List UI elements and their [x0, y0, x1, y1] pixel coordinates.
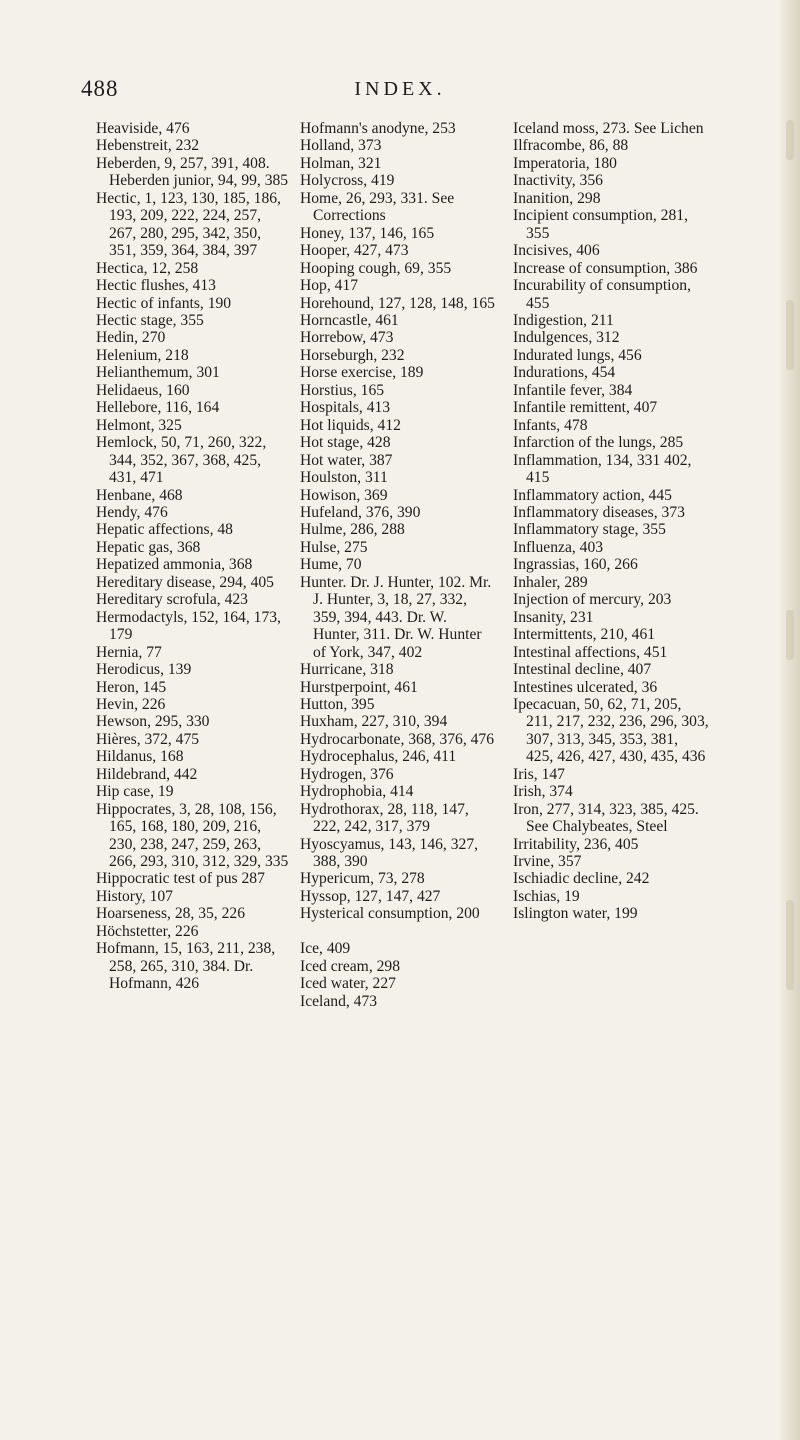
index-entry: Indurations, 454	[513, 364, 616, 382]
index-entry: Holycross, 419	[300, 172, 395, 190]
index-entry: Hydrophobia, 414	[300, 783, 414, 801]
index-entry: Hermodactyls, 152, 164, 173, 179	[96, 608, 285, 644]
index-entry: Houlston, 311	[300, 469, 388, 487]
index-entry: Hendy, 476	[96, 503, 168, 521]
index-entry: Injection of mercury, 203	[513, 591, 672, 609]
index-entry: Hysterical consumption, 200	[300, 905, 480, 923]
index-entry: Islington water, 199	[513, 905, 638, 923]
index-entry: Infarction of the lungs, 285	[513, 434, 684, 452]
index-entry: Hofmann's anodyne, 253	[300, 120, 456, 137]
index-entry: Helmont, 325	[96, 416, 182, 434]
index-entry: Hydrocephalus, 246, 411	[300, 748, 457, 766]
index-entry: Hellebore, 116, 164	[96, 399, 220, 417]
index-entry: Intestinal decline, 407	[513, 661, 652, 679]
index-entry: Hippocrates, 3, 28, 108, 156, 165, 168, 180, 209, 216, 230, 238, 247, 259, 263, 266, 293, 310, 312, 329, 335	[96, 800, 289, 871]
index-entry: Horstius, 165	[300, 381, 385, 399]
index-entry: Irritability, 236, 405	[513, 835, 639, 853]
index-entry: Hutton, 395	[300, 695, 375, 713]
index-entry: Infantile fever, 384	[513, 381, 633, 399]
index-entry: Heberden, 9, 257, 391, 408. Heberden junior, 94, 99, 385	[96, 154, 289, 190]
page-edge	[778, 0, 800, 1440]
index-entry: Herodicus, 139	[96, 661, 192, 679]
index-entry: Ilfracombe, 86, 88	[513, 137, 629, 155]
index-entry: Henbane, 468	[96, 486, 183, 504]
index-entry: Hepatic gas, 368	[96, 538, 201, 556]
index-entry: Hofmann, 15, 163, 211, 238, 258, 265, 310, 384. Dr. Hofmann, 426	[96, 940, 280, 993]
index-entry: Hildebrand, 442	[96, 765, 198, 783]
index-entry: Hydrogen, 376	[300, 765, 394, 783]
index-entry: Home, 26, 293, 331. See Corrections	[300, 189, 459, 225]
index-entry: Helianthemum, 301	[96, 364, 220, 382]
index-entry: Hières, 372, 475	[96, 730, 200, 748]
index-entry: Hoarseness, 28, 35, 226	[96, 905, 245, 923]
index-entry: Hepatized ammonia, 368	[96, 556, 253, 574]
index-entry: Höchstetter, 226	[96, 922, 199, 940]
index-entry: Honey, 137, 146, 165	[300, 224, 435, 242]
index-entry: Horncastle, 461	[300, 311, 399, 329]
index-entry: Hebenstreit, 232	[96, 137, 200, 155]
index-column-3	[513, 120, 713, 923]
index-entry: Inflammatory stage, 355	[513, 521, 666, 539]
index-entry: Influenza, 403	[513, 538, 604, 556]
index-entry: Horseburgh, 232	[300, 346, 405, 364]
index-entry: Iris, 147	[513, 765, 565, 783]
index-column-1	[96, 120, 292, 993]
running-title: INDEX.	[354, 78, 446, 100]
index-entry: Infants, 478	[513, 416, 588, 434]
index-entry: Hurricane, 318	[300, 661, 394, 679]
index-entry: Hospitals, 413	[300, 399, 391, 417]
index-entry: Hepatic affections, 48	[96, 521, 233, 539]
index-entry: Hulme, 286, 288	[300, 521, 405, 539]
index-entry: Ipecacuan, 50, 62, 71, 205, 211, 217, 232, 236, 296, 303, 307, 313, 345, 353, 381, 425, 426, 427, 430, 435, 436	[513, 695, 713, 766]
index-entry: Irish, 374	[513, 783, 573, 801]
page-header	[0, 76, 800, 106]
index-entry: Hereditary scrofula, 423	[96, 591, 248, 609]
index-entry: Heaviside, 476	[96, 120, 190, 137]
index-entry: Horehound, 127, 128, 148, 165	[300, 294, 495, 312]
index-entry: Hulse, 275	[300, 538, 368, 556]
edge-stain	[786, 120, 794, 160]
index-entry: Hectic, 1, 123, 130, 185, 186, 193, 209, 222, 224, 257, 267, 280, 295, 342, 350, 351, 359, 364, 384, 397	[96, 189, 285, 260]
index-entry: Inhaler, 289	[513, 573, 588, 591]
index-entry: Hume, 70	[300, 556, 362, 574]
index-entry: Indurated lungs, 456	[513, 346, 642, 364]
index-column-2	[300, 120, 496, 1010]
index-entry: Horse exercise, 189	[300, 364, 424, 382]
index-entry: Hydrocarbonate, 368, 376, 476	[300, 730, 495, 748]
index-entry: Incurability of consumption, 455	[513, 277, 695, 312]
index-entry: Hemlock, 50, 71, 260, 322, 344, 352, 367, 368, 425, 431, 471	[96, 434, 271, 487]
index-entry: Hydrothorax, 28, 118, 147, 222, 242, 317, 379	[300, 800, 473, 836]
index-entry: Insanity, 231	[513, 608, 594, 626]
index-entry: Hildanus, 168	[96, 748, 184, 766]
index-entry: Ice, 409	[300, 940, 351, 958]
index-entry: Hooper, 427, 473	[300, 242, 409, 260]
index-entry: Hectica, 12, 258	[96, 259, 199, 277]
index-entry: Hereditary disease, 294, 405	[96, 573, 274, 591]
index-entry: Iceland, 473	[300, 992, 378, 1010]
index-entry: Hot water, 387	[300, 451, 393, 469]
index-entry: Inflammatory action, 445	[513, 486, 672, 504]
index-entry: Hurstperpoint, 461	[300, 678, 418, 696]
index-entry: Hewson, 295, 330	[96, 713, 210, 731]
index-entry: Iron, 277, 314, 323, 385, 425. See Chalybeates, Steel	[513, 800, 703, 836]
index-entry: Iced water, 227	[300, 975, 396, 993]
index-entry: Indigestion, 211	[513, 311, 614, 329]
index-entry: Hectic stage, 355	[96, 311, 204, 329]
index-entry: Intestinal affections, 451	[513, 643, 668, 661]
index-entry: Hot liquids, 412	[300, 416, 401, 434]
edge-stain	[786, 610, 794, 660]
index-entry: Hypericum, 73, 278	[300, 870, 425, 888]
index-entry: Incipient consumption, 281, 355	[513, 207, 692, 242]
index-entry: Horrebow, 473	[300, 329, 394, 347]
index-entry: Hyoscyamus, 143, 146, 327, 388, 390	[300, 835, 482, 871]
index-entry: Ischiadic decline, 242	[513, 870, 650, 888]
index-entry: Inactivity, 356	[513, 172, 603, 190]
edge-stain	[786, 300, 794, 370]
index-entry: Hevin, 226	[96, 695, 166, 713]
index-entry: Iceland moss, 273. See Lichen	[513, 120, 704, 137]
index-entry: Howison, 369	[300, 486, 388, 504]
index-entry: Hippocratic test of pus 287	[96, 870, 265, 888]
index-entry: Helidaeus, 160	[96, 381, 190, 399]
index-entry: History, 107	[96, 887, 173, 905]
index-entry: Hooping cough, 69, 355	[300, 259, 452, 277]
index-entry: Huxham, 227, 310, 394	[300, 713, 448, 731]
index-entry: Holland, 373	[300, 137, 382, 155]
index-entry: Hunter. Dr. J. Hunter, 102. Mr. J. Hunter, 3, 18, 27, 332, 359, 394, 443. Dr. W. Hunter, 311. Dr. W. Hunter of York, 347, 402	[300, 573, 496, 661]
index-entry: Hectic of infants, 190	[96, 294, 232, 312]
index-entry: Holman, 321	[300, 154, 382, 172]
index-entry: Hedin, 270	[96, 329, 166, 347]
index-entry: Hernia, 77	[96, 643, 162, 661]
index-entry: Infantile remittent, 407	[513, 399, 658, 417]
edge-stain	[786, 900, 794, 990]
index-entry: Helenium, 218	[96, 346, 189, 364]
page-number: 488	[81, 76, 119, 101]
index-entry: Inanition, 298	[513, 189, 601, 207]
index-entry: Iced cream, 298	[300, 957, 401, 975]
entry-gap	[300, 923, 496, 940]
index-entry: Heron, 145	[96, 678, 167, 696]
index-entry: Hyssop, 127, 147, 427	[300, 887, 441, 905]
index-entry: Incisives, 406	[513, 242, 600, 260]
index-entry: Hop, 417	[300, 277, 359, 295]
index-entry: Irvine, 357	[513, 853, 582, 871]
index-entry: Increase of consumption, 386	[513, 259, 698, 277]
index-entry: Indulgences, 312	[513, 329, 620, 347]
index-entry: Intermittents, 210, 461	[513, 626, 656, 644]
index-entry: Hot stage, 428	[300, 434, 391, 452]
index-entry: Hectic flushes, 413	[96, 277, 216, 295]
index-entry: Imperatoria, 180	[513, 154, 617, 172]
index-entry: Hufeland, 376, 390	[300, 503, 421, 521]
index-entry: Hip case, 19	[96, 783, 174, 801]
index-entry: Inflammation, 134, 331 402, 415	[513, 451, 696, 487]
index-entry: Inflammatory diseases, 373	[513, 503, 685, 521]
index-entry: Intestines ulcerated, 36	[513, 678, 658, 696]
index-entry: Ingrassias, 160, 266	[513, 556, 638, 574]
index-entry: Ischias, 19	[513, 887, 580, 905]
